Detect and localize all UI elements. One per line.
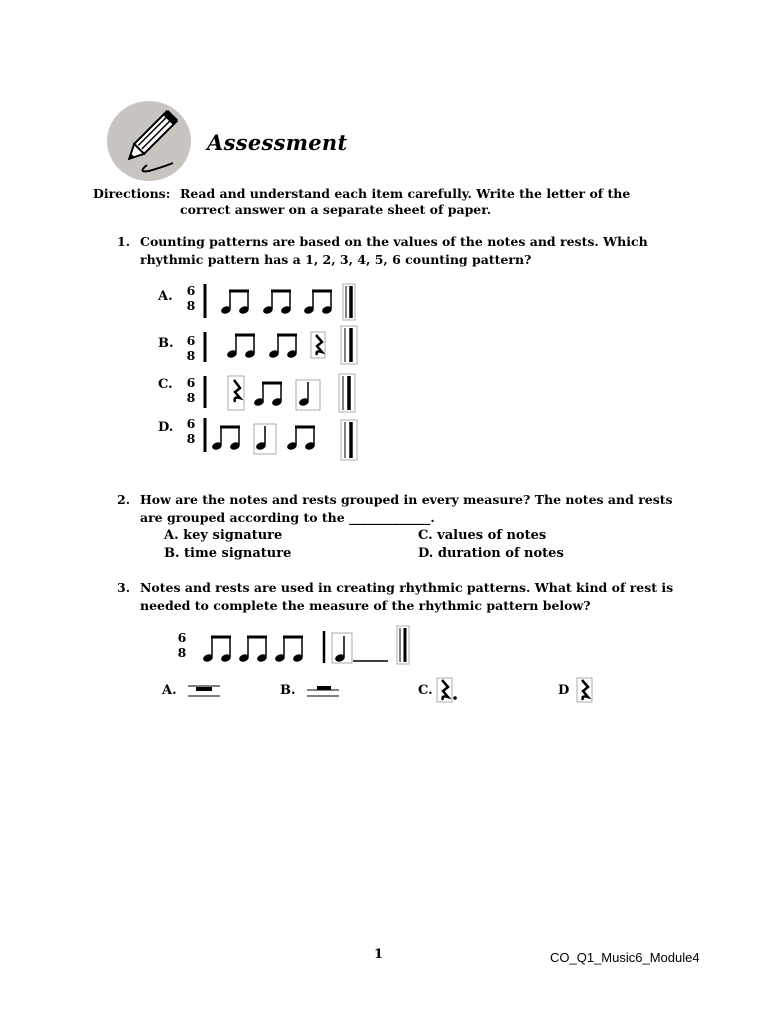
q3-option-c-label: C. (418, 683, 433, 698)
whole-rest-icon (186, 683, 222, 699)
q2-choice-c: C. values of notes (418, 528, 547, 543)
q3-time-signature: 6 8 (177, 630, 187, 660)
q1-line-1: Counting patterns are based on the values of the notes and rests. Which (140, 234, 648, 249)
q2-number: 2. (117, 492, 131, 507)
directions-line-2: correct answer on a separate sheet of paper. (180, 202, 492, 217)
q1-number: 1. (117, 234, 131, 249)
q1-option-d-time-signature: 6 8 (186, 416, 196, 446)
q3-option-a-label: A. (162, 683, 177, 698)
q1-option-d-rhythm (198, 416, 363, 462)
q3-line-1: Notes and rests are used in creating rhythmic patterns. What kind of rest is (140, 580, 674, 595)
q1-option-c-time-signature: 6 8 (186, 375, 196, 405)
quarter-rest-icon (576, 677, 594, 703)
module-code: CO_Q1_Music6_Module4 (550, 950, 700, 965)
q2-choice-b: B. time signature (164, 546, 292, 561)
q3-line-2: needed to complete the measure of the rhythmic pattern below? (140, 598, 591, 613)
q1-option-c-label: C. (158, 377, 173, 392)
directions-line-1: Read and understand each item carefully. Write the letter of the (180, 186, 631, 201)
q1-option-b-label: B. (158, 336, 174, 351)
q1-option-c-rhythm (198, 370, 363, 416)
q1-option-b-rhythm (198, 322, 363, 368)
q1-line-2: rhythmic pattern has a 1, 2, 3, 4, 5, 6 counting pattern? (140, 252, 532, 267)
half-rest-icon (305, 683, 341, 699)
q2-line-1: How are the notes and rests grouped in every measure? The notes and rests (140, 492, 673, 507)
q1-option-a-rhythm (198, 280, 363, 322)
q1-option-d-label: D. (158, 420, 174, 435)
pencil-icon-badge (107, 101, 191, 181)
q2-choice-a: A. key signature (164, 528, 283, 543)
directions-label: Directions: (93, 186, 171, 201)
q2-choice-d: D. duration of notes (418, 546, 564, 561)
q3-number: 3. (117, 580, 131, 595)
q2-line-2: are grouped according to the _____________. (140, 510, 435, 525)
q1-option-b-time-signature: 6 8 (186, 333, 196, 363)
dotted-quarter-rest-icon (436, 677, 460, 703)
q1-option-a-time-signature: 6 8 (186, 283, 196, 313)
q3-option-b-label: B. (280, 683, 296, 698)
pencil-icon (107, 101, 191, 181)
q3-rhythm-pattern (198, 625, 413, 667)
q3-option-d-label: D (558, 683, 570, 698)
q1-option-a-label: A. (158, 289, 173, 304)
page-number: 1 (374, 947, 384, 962)
page-title: Assessment (207, 130, 348, 155)
